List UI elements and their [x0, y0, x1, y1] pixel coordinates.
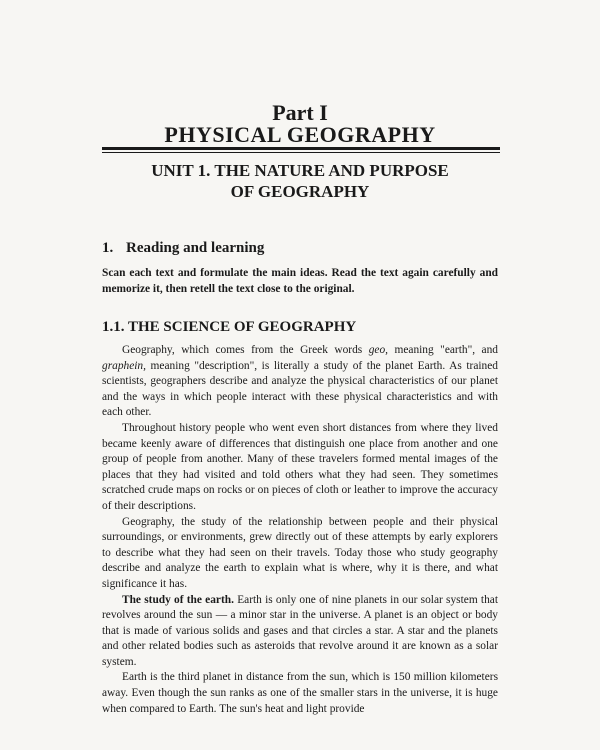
term-geo: geo,	[368, 344, 388, 356]
unit-title-line-2: OF GEOGRAPHY	[230, 182, 370, 201]
paragraph-1	[102, 343, 498, 421]
paragraph-5: Earth is the third planet in distance from the sun, which is 150 million kilometers away. Even though the sun ranks as one of the smaller stars in the universe, it is huge when compared to Earth. The sun's heat and light provide	[102, 671, 498, 715]
paragraph-4	[102, 593, 498, 671]
part-label: Part I	[272, 100, 328, 125]
part-title: PHYSICAL GEOGRAPHY	[164, 122, 436, 147]
term-graphein: graphein,	[102, 359, 146, 372]
section-instructions: Scan each text and formulate the main ideas. Read the text again carefully and memorize it, then retell the text close to the original.	[102, 267, 498, 295]
subsection-heading: 1.1. THE SCIENCE OF GEOGRAPHY	[102, 319, 357, 335]
paragraph-1-part-b: meaning "earth", and	[388, 344, 499, 356]
unit-title	[0, 160, 600, 202]
paragraph-1-part-a: Geography, which comes from the Greek words	[122, 344, 369, 356]
paragraph-3: Geography, the study of the relationship between people and their physical surroundings, or environments, grew directly out of these attempts by early explorers to describe what they had seen on their travels. Today those who study geography describe and analyze the earth to explain what is where, why it is there, and what significance it has.	[102, 515, 498, 590]
paragraph-2: Throughout history people who went even short distances from where they lived became keenly aware of differences that distinguish one place from another and one group of people from another. Many of these travelers formed mental images of the places that they had visited and told others what they had seen. They sometimes scratched crude maps on rocks or on pieces of cloth or leather to improve the accuracy of their descriptions.	[102, 421, 498, 512]
section-number: 1.	[102, 240, 114, 256]
title-rule-thin	[102, 152, 500, 153]
unit-title-line-1: UNIT 1. THE NATURE AND PURPOSE	[151, 161, 449, 180]
paragraph-4-lead: The study of the earth.	[122, 593, 234, 606]
paragraph-1-part-c: meaning "description", is literally a study of the planet Earth. As trained scientists, geographers describe and analyze the physical characteristics of our planet and the ways in which people interact with these physical characteristics and with each other.	[102, 359, 498, 419]
title-rule-thick	[102, 147, 500, 150]
section-heading	[102, 238, 264, 258]
paragraph-4-text: Earth is only one of nine planets in our solar system that revolves around the sun — a minor star in the universe. A planet is an object or body that is made of various solids and gases and that circles a star. A star and the planets and other related bodies such as asteroids that revolve around it are known as a solar system.	[102, 593, 498, 668]
body-text	[102, 343, 498, 717]
section-title: Reading and learning	[126, 240, 265, 256]
